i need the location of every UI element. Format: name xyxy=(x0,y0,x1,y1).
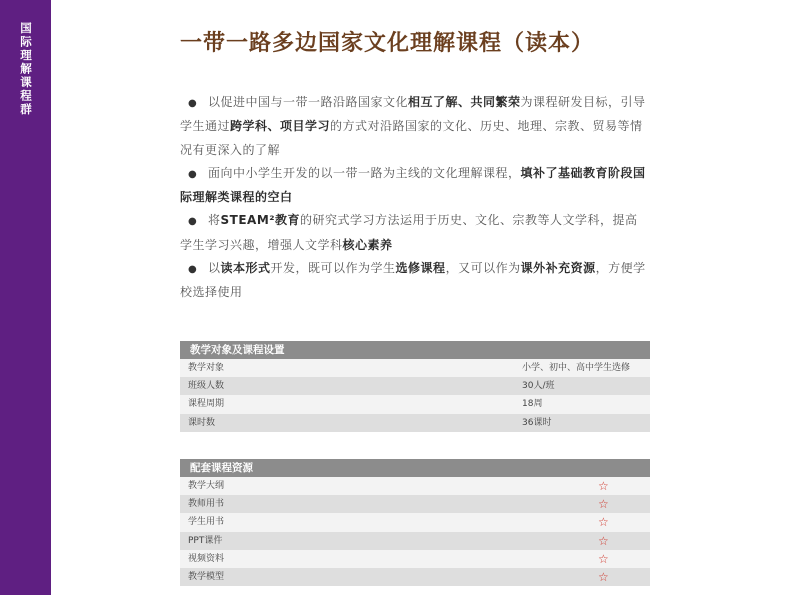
bullet-item xyxy=(180,257,648,305)
course-resources-header: 配套课程资源 xyxy=(180,459,650,477)
row-label: 学生用书 xyxy=(188,517,225,528)
bullet-text: 的方式对沿路国家的文化、历史、地理、宗教、贸易等情况有更深入的了解 xyxy=(180,119,643,157)
row-label: 教学对象 xyxy=(188,363,225,373)
star-icon: ☆ xyxy=(598,479,609,493)
row-label: 视频资料 xyxy=(188,553,225,564)
row-label: 课程周期 xyxy=(188,399,225,410)
bullet-item xyxy=(180,162,648,210)
bullet-emphasis: STEAM²教育 xyxy=(220,213,301,228)
row-label: 课时数 xyxy=(188,417,216,428)
table-row xyxy=(180,477,650,495)
row-label: 教学模型 xyxy=(188,571,225,582)
page-title: 一带一路多边国家文化理解课程（读本） xyxy=(180,31,595,56)
table-row xyxy=(180,414,650,432)
bullet-dot-icon: ● xyxy=(188,98,198,109)
bullet-emphasis: 跨学科、项目学习 xyxy=(230,119,331,134)
bullet-text: 开发，既可以作为学生 xyxy=(270,261,396,276)
course-settings-header: 教学对象及课程设置 xyxy=(180,341,650,359)
sidebar xyxy=(0,0,51,595)
table-row xyxy=(180,377,650,395)
bullet-emphasis: 填补了基础教育阶段国际理解类课程的空白 xyxy=(180,165,646,205)
bullet-emphasis: 核心素养 xyxy=(342,237,393,252)
course-settings-table xyxy=(180,341,650,432)
bullet-text: 的研究式学习方法运用于历史、文化、宗教等人文学科，提高学生学习兴趣，增强人文学科 xyxy=(180,213,638,252)
bullet-emphasis: 相互了解、共同繁荣 xyxy=(408,95,521,109)
bullet-item xyxy=(180,209,648,257)
row-value: 36课时 xyxy=(522,417,552,428)
bullet-text: ，又可以作为 xyxy=(445,261,521,276)
row-label: 教师用书 xyxy=(188,499,225,510)
table-row xyxy=(180,359,650,377)
bullet-text: 以 xyxy=(208,261,221,276)
row-label: PPT课件 xyxy=(188,535,223,546)
bullet-dot-icon: ● xyxy=(188,216,198,228)
star-icon: ☆ xyxy=(598,515,609,530)
star-icon: ☆ xyxy=(598,569,609,584)
star-icon: ☆ xyxy=(598,533,609,548)
table-row xyxy=(180,513,650,531)
bullet-item xyxy=(180,91,648,162)
star-icon: ☆ xyxy=(598,551,609,566)
sidebar-label: 国际理解课程群 xyxy=(19,22,33,117)
row-value: 小学、初中、高中学生选修 xyxy=(522,363,631,373)
row-label: 班级人数 xyxy=(188,381,225,392)
table-row xyxy=(180,495,650,513)
row-value: 18周 xyxy=(522,399,543,410)
bullet-text: ，方便学校选择使用 xyxy=(180,261,646,300)
bullet-text: 将 xyxy=(208,213,221,228)
bullet-text: 面向中小学生开发的以一带一路为主线的文化理解课程， xyxy=(208,165,521,180)
star-icon: ☆ xyxy=(598,497,609,512)
bullet-emphasis: 选修课程 xyxy=(395,261,446,276)
table-row xyxy=(180,568,650,586)
bullet-dot-icon: ● xyxy=(188,168,198,180)
bullet-text: 为课程研发目标，引导学生通过 xyxy=(180,95,646,134)
course-resources-table xyxy=(180,459,650,586)
bullet-emphasis: 课外补充资源 xyxy=(520,261,596,276)
row-value: 30人/班 xyxy=(522,381,555,392)
bullet-list xyxy=(180,91,648,305)
bullet-text: 以促进中国与一带一路沿路国家文化 xyxy=(208,95,409,109)
bullet-dot-icon: ● xyxy=(188,264,198,276)
row-label: 教学大纲 xyxy=(188,481,225,491)
bullet-emphasis: 读本形式 xyxy=(220,261,271,276)
table-row xyxy=(180,550,650,568)
table-row xyxy=(180,395,650,413)
table-row xyxy=(180,532,650,550)
